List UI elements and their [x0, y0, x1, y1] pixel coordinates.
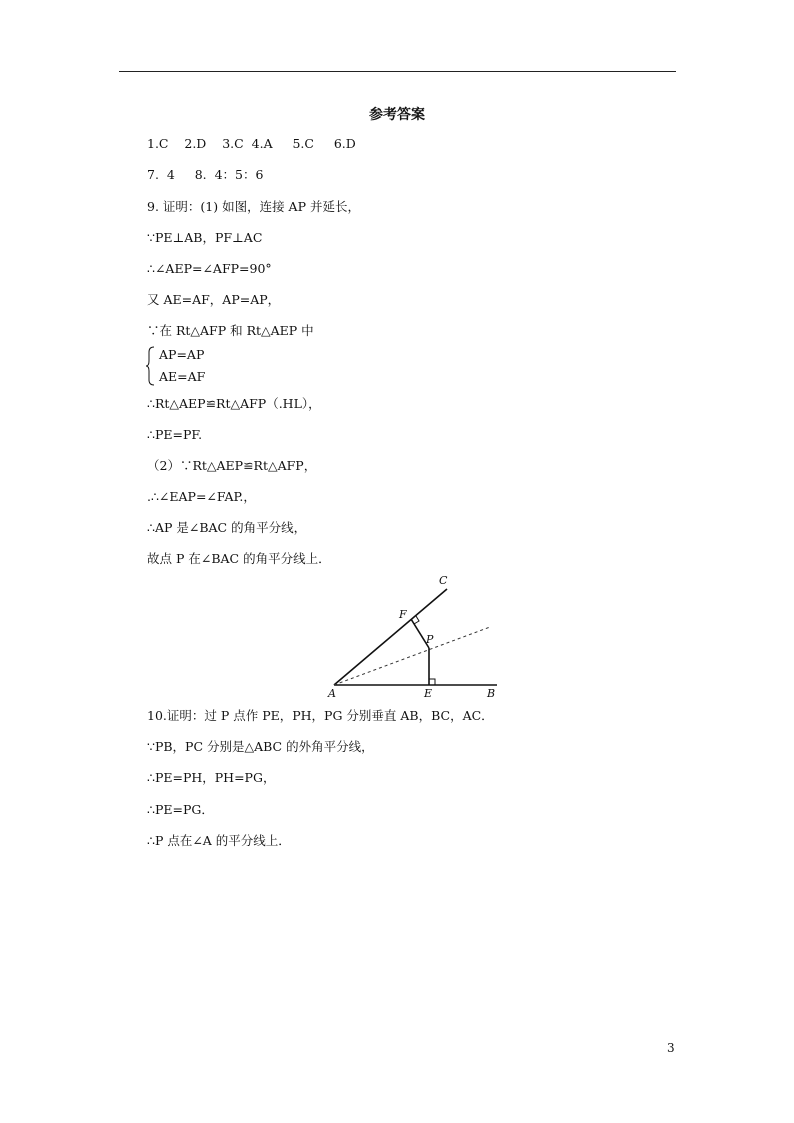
answer-line-18: ∴P 点在∠A 的平分线上． [147, 833, 291, 848]
answer-line-10: （2）∵Rt△AEP≌Rt△AFP， [147, 458, 317, 473]
system-brace [146, 346, 156, 386]
answer-line-5: ∴∠AEP=∠AFP=90° [147, 261, 272, 276]
answer-line-15: ∵PB，PC 分别是△ABC 的外角平分线， [147, 739, 374, 754]
answer-line-16: ∴PE=PH，PH=PG， [147, 770, 276, 785]
answer-line-17: ∴PE=PG． [147, 802, 214, 817]
header-rule [119, 71, 676, 72]
answer-line-14: 10.证明：过 P 点作 PE，PH，PG 分别垂直 AB，BC，AC． [147, 708, 494, 723]
label-p: P [426, 633, 434, 646]
label-e: E [424, 687, 433, 700]
bisector-dashed [334, 627, 490, 685]
answer-line-8: ∴Rt△AEP≌Rt△AFP（.HL）， [147, 396, 321, 411]
answer-line-9: ∴PE=PF. [147, 427, 203, 442]
label-a: A [328, 687, 336, 700]
page-number: 3 [667, 1041, 675, 1055]
answer-line-11: .∴∠EAP=∠FAP.， [147, 489, 256, 504]
label-c: C [439, 574, 448, 587]
answer-line-12: ∴AP 是∠BAC 的角平分线， [147, 520, 307, 535]
answer-line-2: 7. 4 8. 4：5：6 [147, 167, 264, 182]
answer-line-1: 1.C 2.D 3.C 4.A 5.C 6.D [147, 136, 356, 151]
page-title: 参考答案 [369, 107, 425, 123]
answer-line-13: 故点 P 在∠BAC 的角平分线上． [147, 551, 331, 566]
right-angle-e [429, 679, 435, 685]
label-b: B [487, 687, 496, 700]
label-f: F [399, 608, 407, 621]
angle-bisector-figure [320, 570, 505, 702]
answer-line-4: ∵PE⊥AB，PF⊥AC [147, 230, 263, 245]
system-eq-1: AP=AP [159, 347, 205, 362]
answer-line-3: 9. 证明：(1) 如图，连接 AP 并延长， [147, 199, 360, 214]
answer-line-7: ∵在 Rt△AFP 和 Rt△AEP 中 [147, 323, 314, 338]
answer-line-6: 又 AE=AF，AP=AP， [147, 292, 281, 307]
system-eq-2: AE=AF [159, 369, 206, 384]
